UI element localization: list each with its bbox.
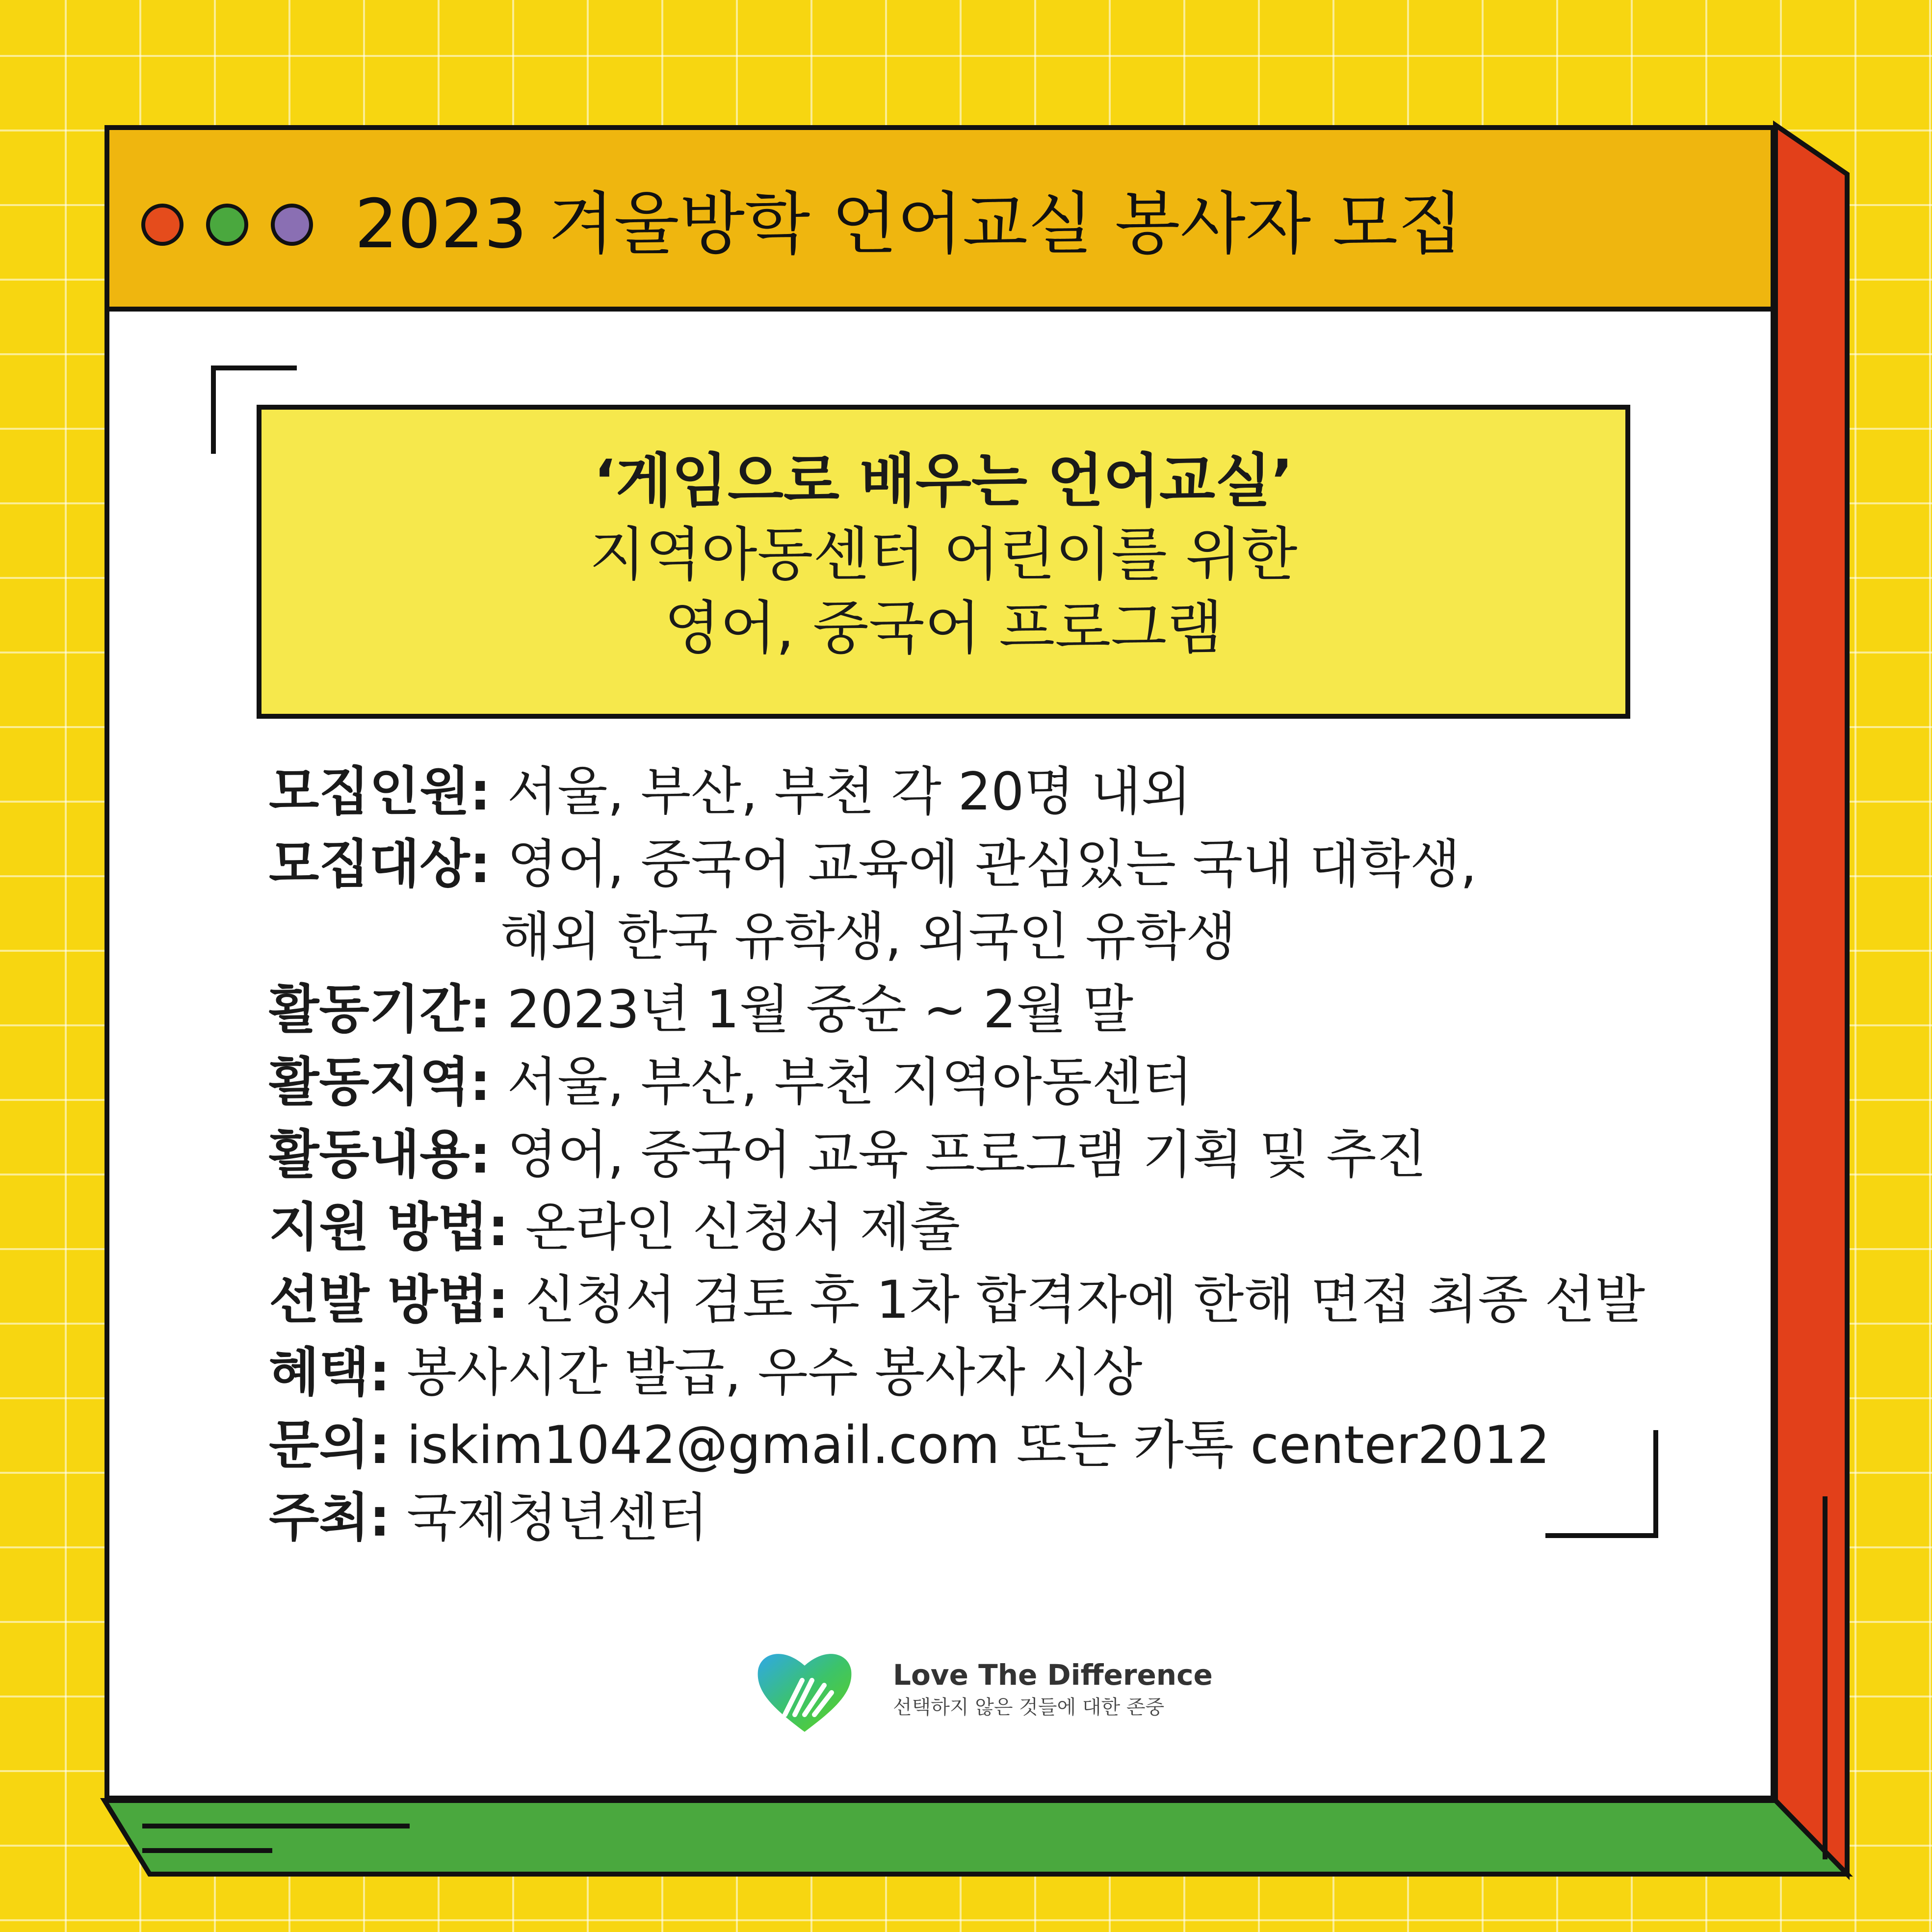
info-value: 해외 한국 유학생, 외국인 유학생 bbox=[500, 907, 1236, 967]
info-value: 서울, 부산, 부천 각 20명 내외 bbox=[490, 761, 1192, 822]
info-value: 국제청년센터 bbox=[390, 1488, 708, 1548]
maximize-dot-icon[interactable] bbox=[271, 204, 313, 246]
info-row-apply-method bbox=[269, 1191, 1692, 1264]
minimize-dot-icon[interactable] bbox=[206, 204, 248, 246]
info-value: 2023년 1월 중순 ~ 2월 말 bbox=[490, 979, 1133, 1040]
frame-bottom-panel bbox=[104, 1801, 1847, 1874]
info-label: 활동지역: bbox=[269, 1052, 491, 1112]
info-row-selection-method bbox=[269, 1264, 1692, 1336]
organization-logo bbox=[756, 1646, 1213, 1734]
program-subtitle: 지역아동센터 어린이를 위한 bbox=[589, 521, 1298, 588]
info-value: iskim1042@gmail.com 또는 카톡 center2012 bbox=[390, 1415, 1550, 1475]
heart-hands-icon bbox=[756, 1646, 854, 1734]
program-languages: 영어, 중국어 프로그램 bbox=[664, 594, 1223, 662]
window-title: 2023 겨울방학 언어교실 봉사자 모집 bbox=[355, 184, 1463, 263]
info-value: 영어, 중국어 교육에 관심있는 국내 대학생, bbox=[490, 834, 1477, 894]
info-row-target-continued bbox=[269, 901, 1692, 973]
info-label: 주최: bbox=[269, 1488, 391, 1548]
close-dot-icon[interactable] bbox=[141, 204, 183, 246]
info-value: 영어, 중국어 교육 프로그램 기획 및 추진 bbox=[490, 1124, 1427, 1185]
window-titlebar bbox=[104, 125, 1775, 312]
info-row-target bbox=[269, 828, 1692, 901]
logo-name: Love The Difference bbox=[893, 1658, 1213, 1692]
corner-bracket-top-left-vertical bbox=[211, 366, 216, 454]
info-label: 활동내용: bbox=[269, 1124, 491, 1185]
info-value: 온라인 신청서 제출 bbox=[508, 1197, 961, 1257]
info-label: 활동기간: bbox=[269, 979, 491, 1040]
program-highlight-box bbox=[257, 405, 1630, 719]
info-value: 신청서 검토 후 1차 합격자에 한해 면접 최종 선발 bbox=[508, 1270, 1645, 1330]
info-row-organizer bbox=[269, 1482, 1692, 1554]
logo-tagline: 선택하지 않은 것들에 대한 존중 bbox=[893, 1696, 1165, 1719]
corner-bracket-top-left bbox=[211, 366, 297, 370]
info-label: 지원 방법: bbox=[269, 1197, 509, 1257]
info-label: 선발 방법: bbox=[269, 1270, 509, 1330]
info-row-benefits bbox=[269, 1336, 1692, 1409]
frame-side-panel bbox=[1775, 125, 1847, 1874]
info-value: 봉사시간 발급, 우수 봉사자 시상 bbox=[390, 1342, 1143, 1403]
info-row-period bbox=[269, 973, 1692, 1046]
info-value: 서울, 부산, 부천 지역아동센터 bbox=[490, 1052, 1193, 1112]
info-label: 모집대상: bbox=[269, 834, 491, 894]
program-title: ‘게임으로 배우는 언어교실’ bbox=[594, 447, 1293, 515]
info-label: 모집인원: bbox=[269, 761, 491, 822]
info-row-activity bbox=[269, 1119, 1692, 1191]
info-label: 혜택: bbox=[269, 1342, 391, 1403]
info-row-contact bbox=[269, 1409, 1692, 1482]
info-row-headcount bbox=[269, 756, 1692, 828]
info-row-region bbox=[269, 1046, 1692, 1119]
recruitment-info-list bbox=[269, 756, 1692, 1554]
info-label: 문의: bbox=[269, 1415, 391, 1475]
